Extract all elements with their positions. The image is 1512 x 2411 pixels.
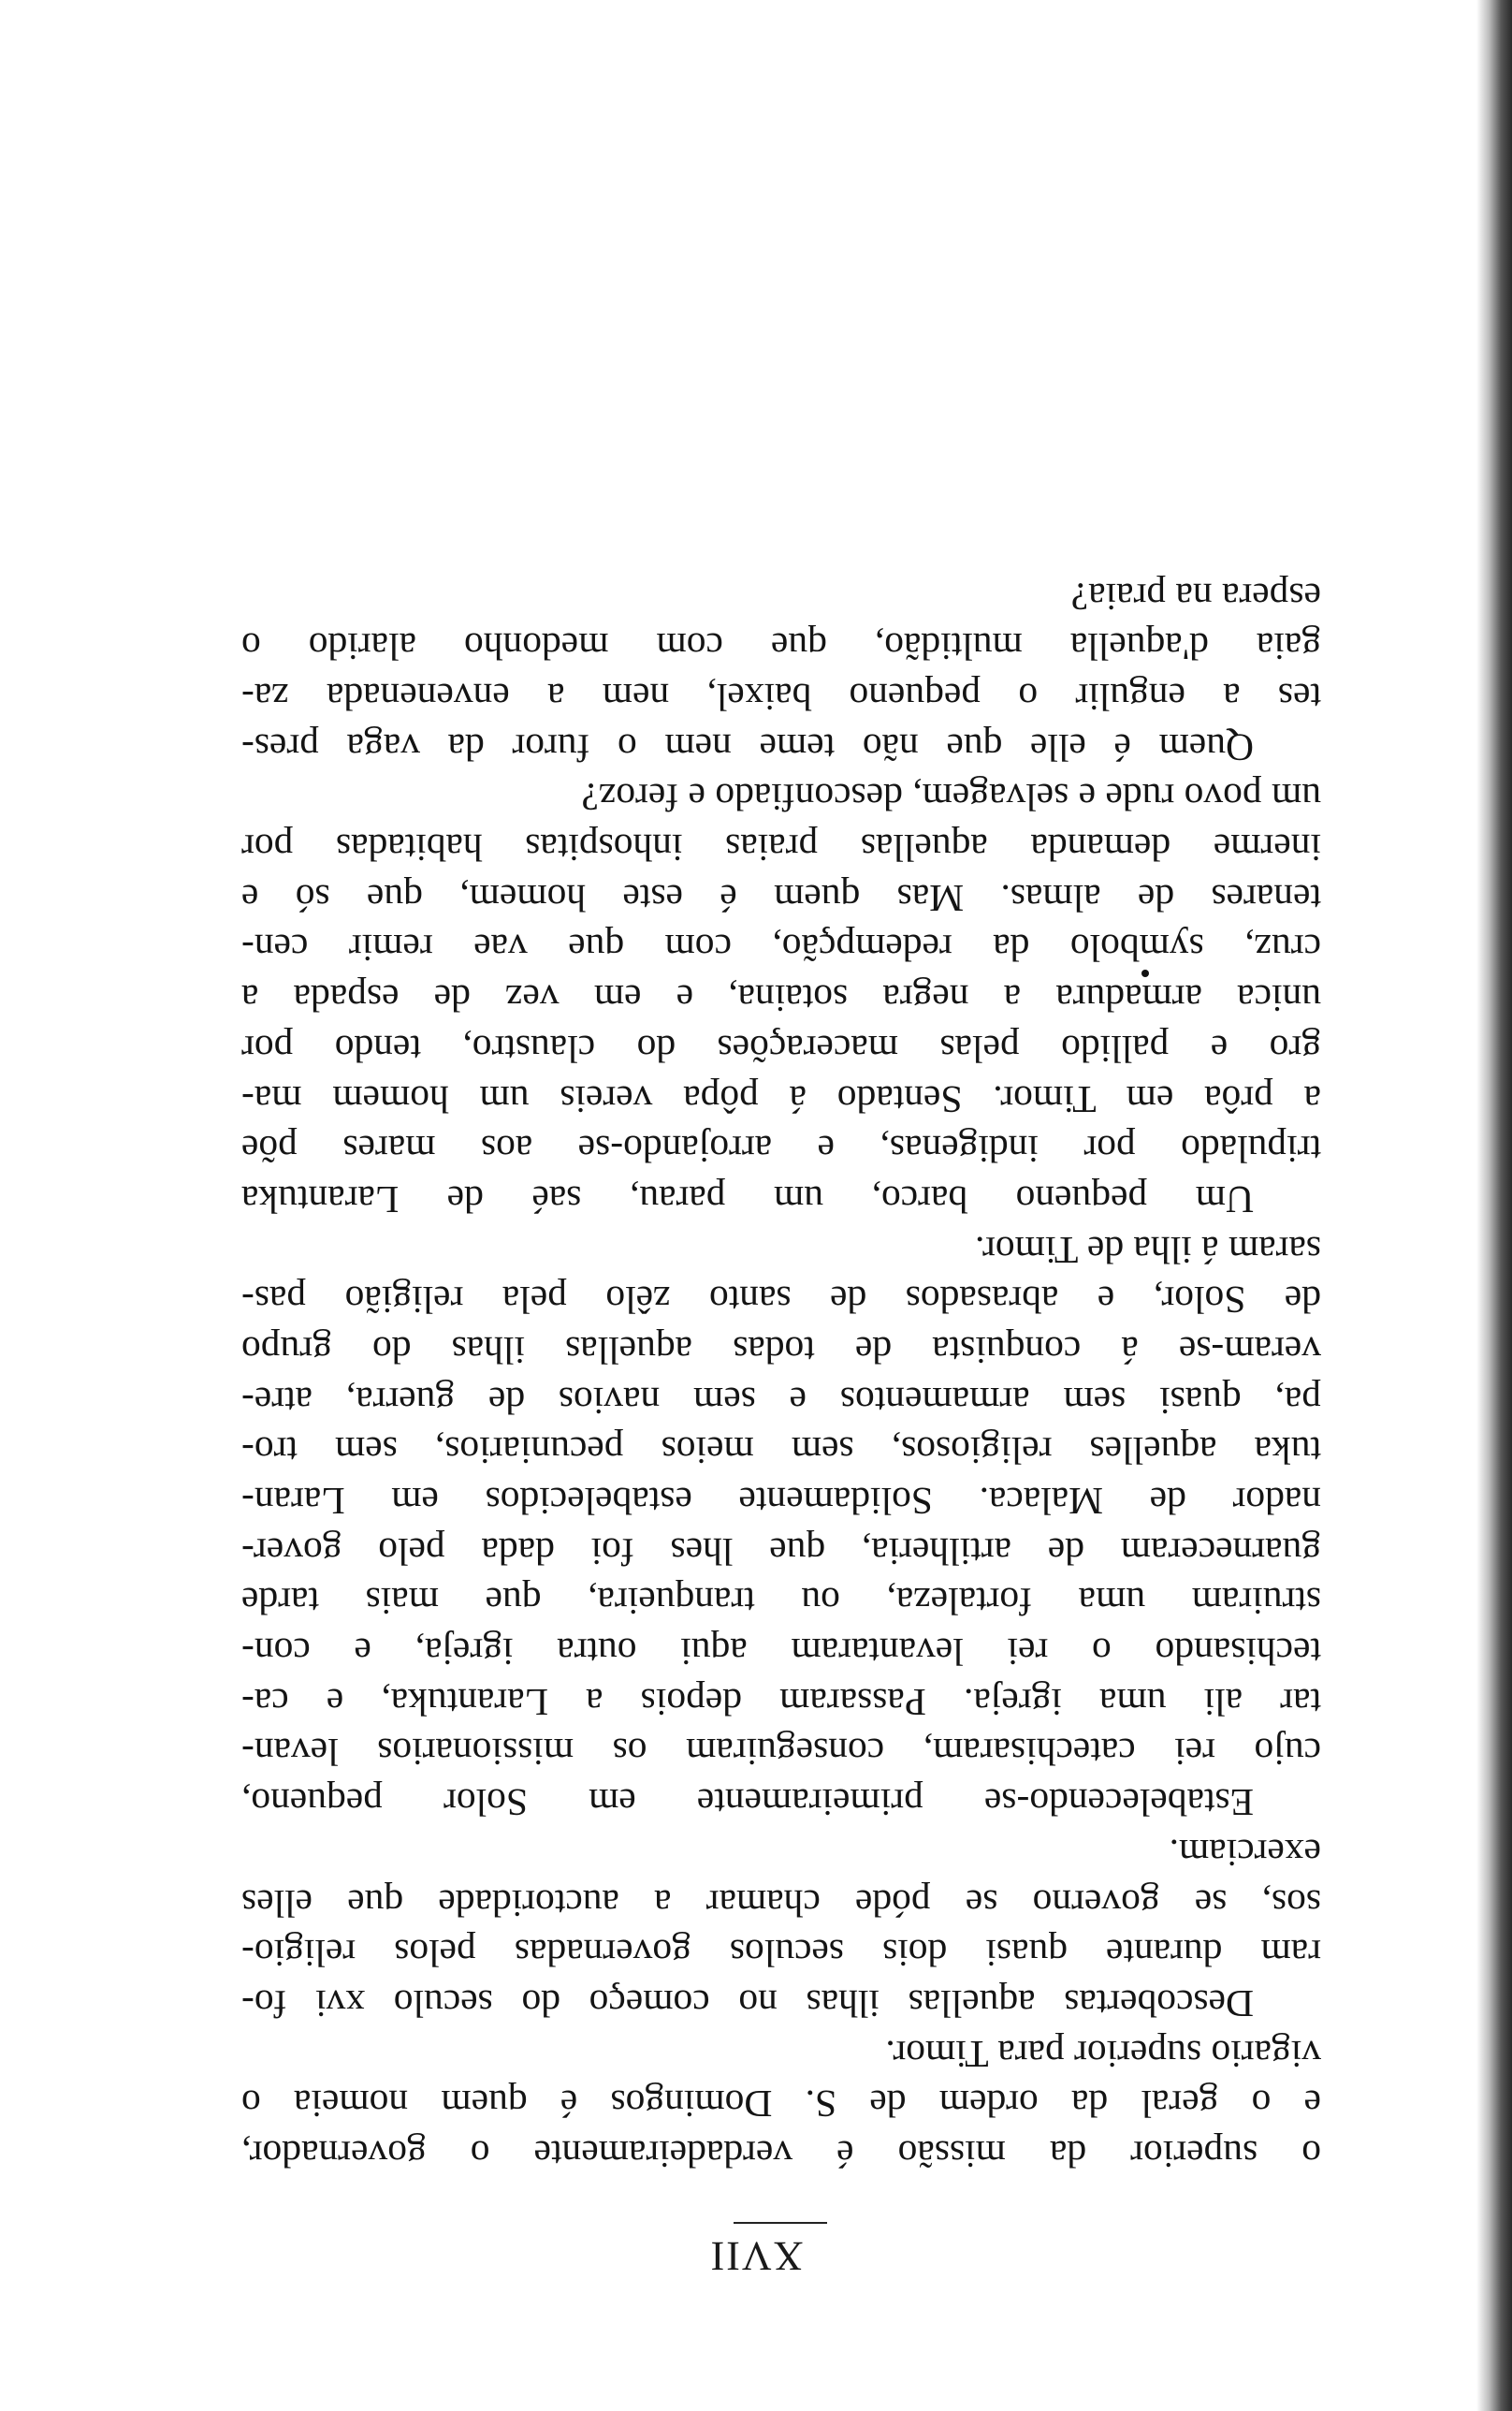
header-rule [734,2222,827,2224]
text-line: gro e pallido pelas macerações do claustro, tendo por [241,1027,1321,1071]
text-line: a prôa em Timor. Sentado á pôpa vereis um homem ma- [241,1077,1321,1121]
text-line: de Solor, e abrasados de santo zêlo pela religião pas- [241,1279,1321,1322]
text-line: tenares de almas. Mas quem é este homem, que só e [241,876,1321,920]
text-line: cruz, symbolo da redempção, com que vae remir cen- [241,927,1321,971]
text-line: ram durante quasi dois seculos governadas pelos religio- [241,1932,1321,1976]
text-line: cujo rei catechisaram, conseguiram os missionarios levan- [241,1731,1321,1775]
text-line: techisando o rei levantaram aqui outra igreja, e con- [241,1630,1321,1674]
body-text [241,571,1321,2179]
text-line: Um pequeno barco, um parau, saé de Larantuka [241,1177,1254,1221]
text-line: guarneceram de artilheria, que lhes foi dada pelo gover- [241,1529,1321,1573]
text-line: tripulado por indigenas, e arrojando-se aos mares põe [241,1128,1321,1172]
text-line: nador de Malaca. Solidamente estabelecidos em Laran- [241,1480,1321,1524]
text-line: tuka aquelles religiosos, sem meios pecuniarios, sem tro- [241,1429,1321,1473]
text-line: saram á ilha de Timor. [974,1228,1321,1272]
text-line: um povo rude e selvagem, desconfiado e feroz? [581,776,1321,820]
text-line: o superior da missão é verdadeiramente o governador, [241,2133,1321,2176]
text-line: Descobertas aquellas ilhas no começo do seculo xvi fo- [241,1981,1254,2025]
text-line: sos, se governo se póde chamar a auctoridade que elles [241,1881,1321,1925]
text-line: Quem é elle que não teme nem o furor da vaga pres- [241,725,1254,769]
text-line: vigario superior para Timor. [885,2032,1321,2076]
text-line: inerme demanda aquellas praias inhospitas habitadas por [241,826,1321,870]
text-line: e o geral da ordem de S. Domingos é quem nomeia o [241,2082,1321,2126]
text-line: struiram uma fortaleza, ou tranqueira, que mais tarde [241,1580,1321,1624]
text-line: exerciam. [1169,1831,1321,1875]
text-line: tar ali uma igreja. Passaram depois a Larantuka, e ca- [241,1680,1321,1724]
page-number: XVII [708,2233,804,2279]
text-line: gaia d'aquella multidão, que com medonho alarido o [241,625,1321,669]
text-line: pa, quasi sem armamentos e sem navios de guerra, atre- [241,1379,1321,1423]
text-line: veram-se á conquista de todas aquellas ilhas do grupo [241,1329,1321,1372]
ink-speck [1141,970,1149,977]
text-line: tes a engulir o pequeno baixel, nem a envenenada za- [241,676,1321,720]
text-line: espera na praia? [1070,575,1321,619]
text-line: Estabelecendo-se primeiramente em Solor pequeno, [241,1781,1254,1825]
text-line: unica armadura a negra sotaina, e em vez de espada a [241,977,1321,1021]
